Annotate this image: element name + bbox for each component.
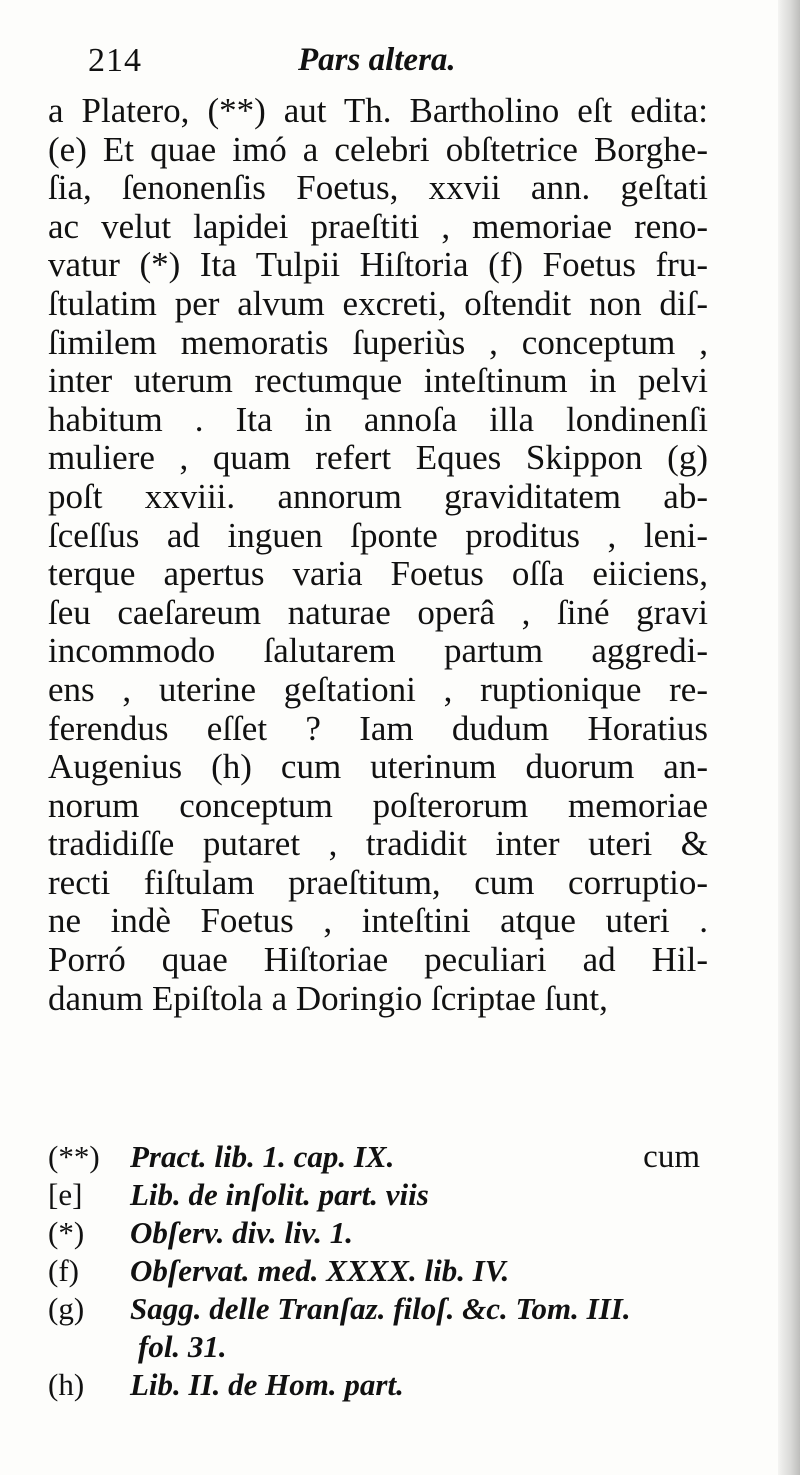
footnote-reference: Sagg. delle Tranſaz. filoſ. &c. Tom. III. <box>130 1291 631 1326</box>
footnote-reference: fol. 31. <box>138 1329 227 1364</box>
footnote-continuation <box>48 1328 728 1366</box>
text-line: vatur (*) Ita Tulpii Hiſtoria (f) Foetus fru- <box>48 246 708 285</box>
text-line: Porró quae Hiſtoriae peculiari ad Hil- <box>48 941 708 980</box>
footnote-reference: Pract. lib. 1. cap. IX. <box>130 1139 395 1174</box>
text-line: poſt xxviii. annorum graviditatem ab- <box>48 477 708 516</box>
footnote-mark: [e] <box>48 1177 83 1212</box>
footnote-reference: Obſerv. div. liv. 1. <box>130 1215 353 1250</box>
page-header <box>88 42 688 92</box>
footnote-mark: (**) <box>48 1139 100 1174</box>
footnote-mark: (g) <box>48 1291 85 1326</box>
text-line: muliere , quam refert Eques Skippon (g) <box>48 439 708 478</box>
footnote <box>48 1176 728 1214</box>
text-line: a Platero, (**) aut Th. Bartholino eſt edita: <box>48 92 708 130</box>
page-number: 214 <box>88 42 142 79</box>
footnote-reference: Lib. de inſolit. part. viis <box>130 1177 429 1212</box>
text-line: danum Epiſtola a Doringio ſcriptae ſunt, <box>48 979 608 1018</box>
text-line: tradidiſſe putaret , tradidit inter uteri & <box>48 825 708 864</box>
text-line: Augenius (h) cum uterinum duorum an- <box>48 748 708 787</box>
footnote-reference: Obſervat. med. XXXX. lib. IV. <box>130 1253 510 1288</box>
text-line: ens , uterine geſtationi , ruptionique re- <box>48 670 708 709</box>
text-line: norum conceptum poſterorum memoriae <box>48 786 708 825</box>
text-line: ac velut lapidei praeſtiti , memoriae reno- <box>48 207 708 246</box>
text-line: ſceſſus ad inguen ſponte proditus , leni- <box>48 516 708 555</box>
footnote <box>48 1252 728 1290</box>
catchword: cum <box>643 1139 700 1175</box>
text-line: (e) Et quae imó a celebri obſtetrice Borghe- <box>48 130 708 169</box>
text-line: ſtulatim per alvum excreti, oſtendit non diſ- <box>48 284 708 323</box>
text-line: ſeu caeſareum naturae operâ , ſiné gravi <box>48 593 708 632</box>
text-line: ſimilem memoratis ſuperiùs , conceptum , <box>48 323 708 362</box>
text-line: ferendus eſſet ? Iam dudum Horatius <box>48 709 708 748</box>
footnote-mark: (f) <box>48 1253 79 1288</box>
footnote <box>48 1138 728 1176</box>
footnote <box>48 1290 728 1328</box>
text-line: ne indè Foetus , inteſtini atque uteri . <box>48 902 708 941</box>
text-line: recti fiſtulam praeſtitum, cum corruptio- <box>48 863 708 902</box>
text-line: inter uterum rectumque inteſtinum in pelvi <box>48 362 708 401</box>
footnotes <box>48 1138 728 1404</box>
text-line: terque apertus varia Foetus oſſa eiiciens, <box>48 555 708 594</box>
footnote-mark: (*) <box>48 1215 85 1250</box>
footnote-mark: (h) <box>48 1367 85 1402</box>
main-text <box>48 92 708 1018</box>
footnote-reference: Lib. II. de Hom. part. <box>130 1367 404 1402</box>
text-line: ſia, ſenonenſis Foetus, xxvii ann. geſtati <box>48 169 708 208</box>
footnote <box>48 1214 728 1252</box>
text-line: habitum . Ita in annoſa illa londinenſi <box>48 400 708 439</box>
text-line: incommodo ſalutarem partum aggredi- <box>48 632 708 671</box>
footnote <box>48 1366 728 1404</box>
page-edge-shadow <box>778 0 800 1475</box>
running-head: Pars altera. <box>298 42 456 78</box>
